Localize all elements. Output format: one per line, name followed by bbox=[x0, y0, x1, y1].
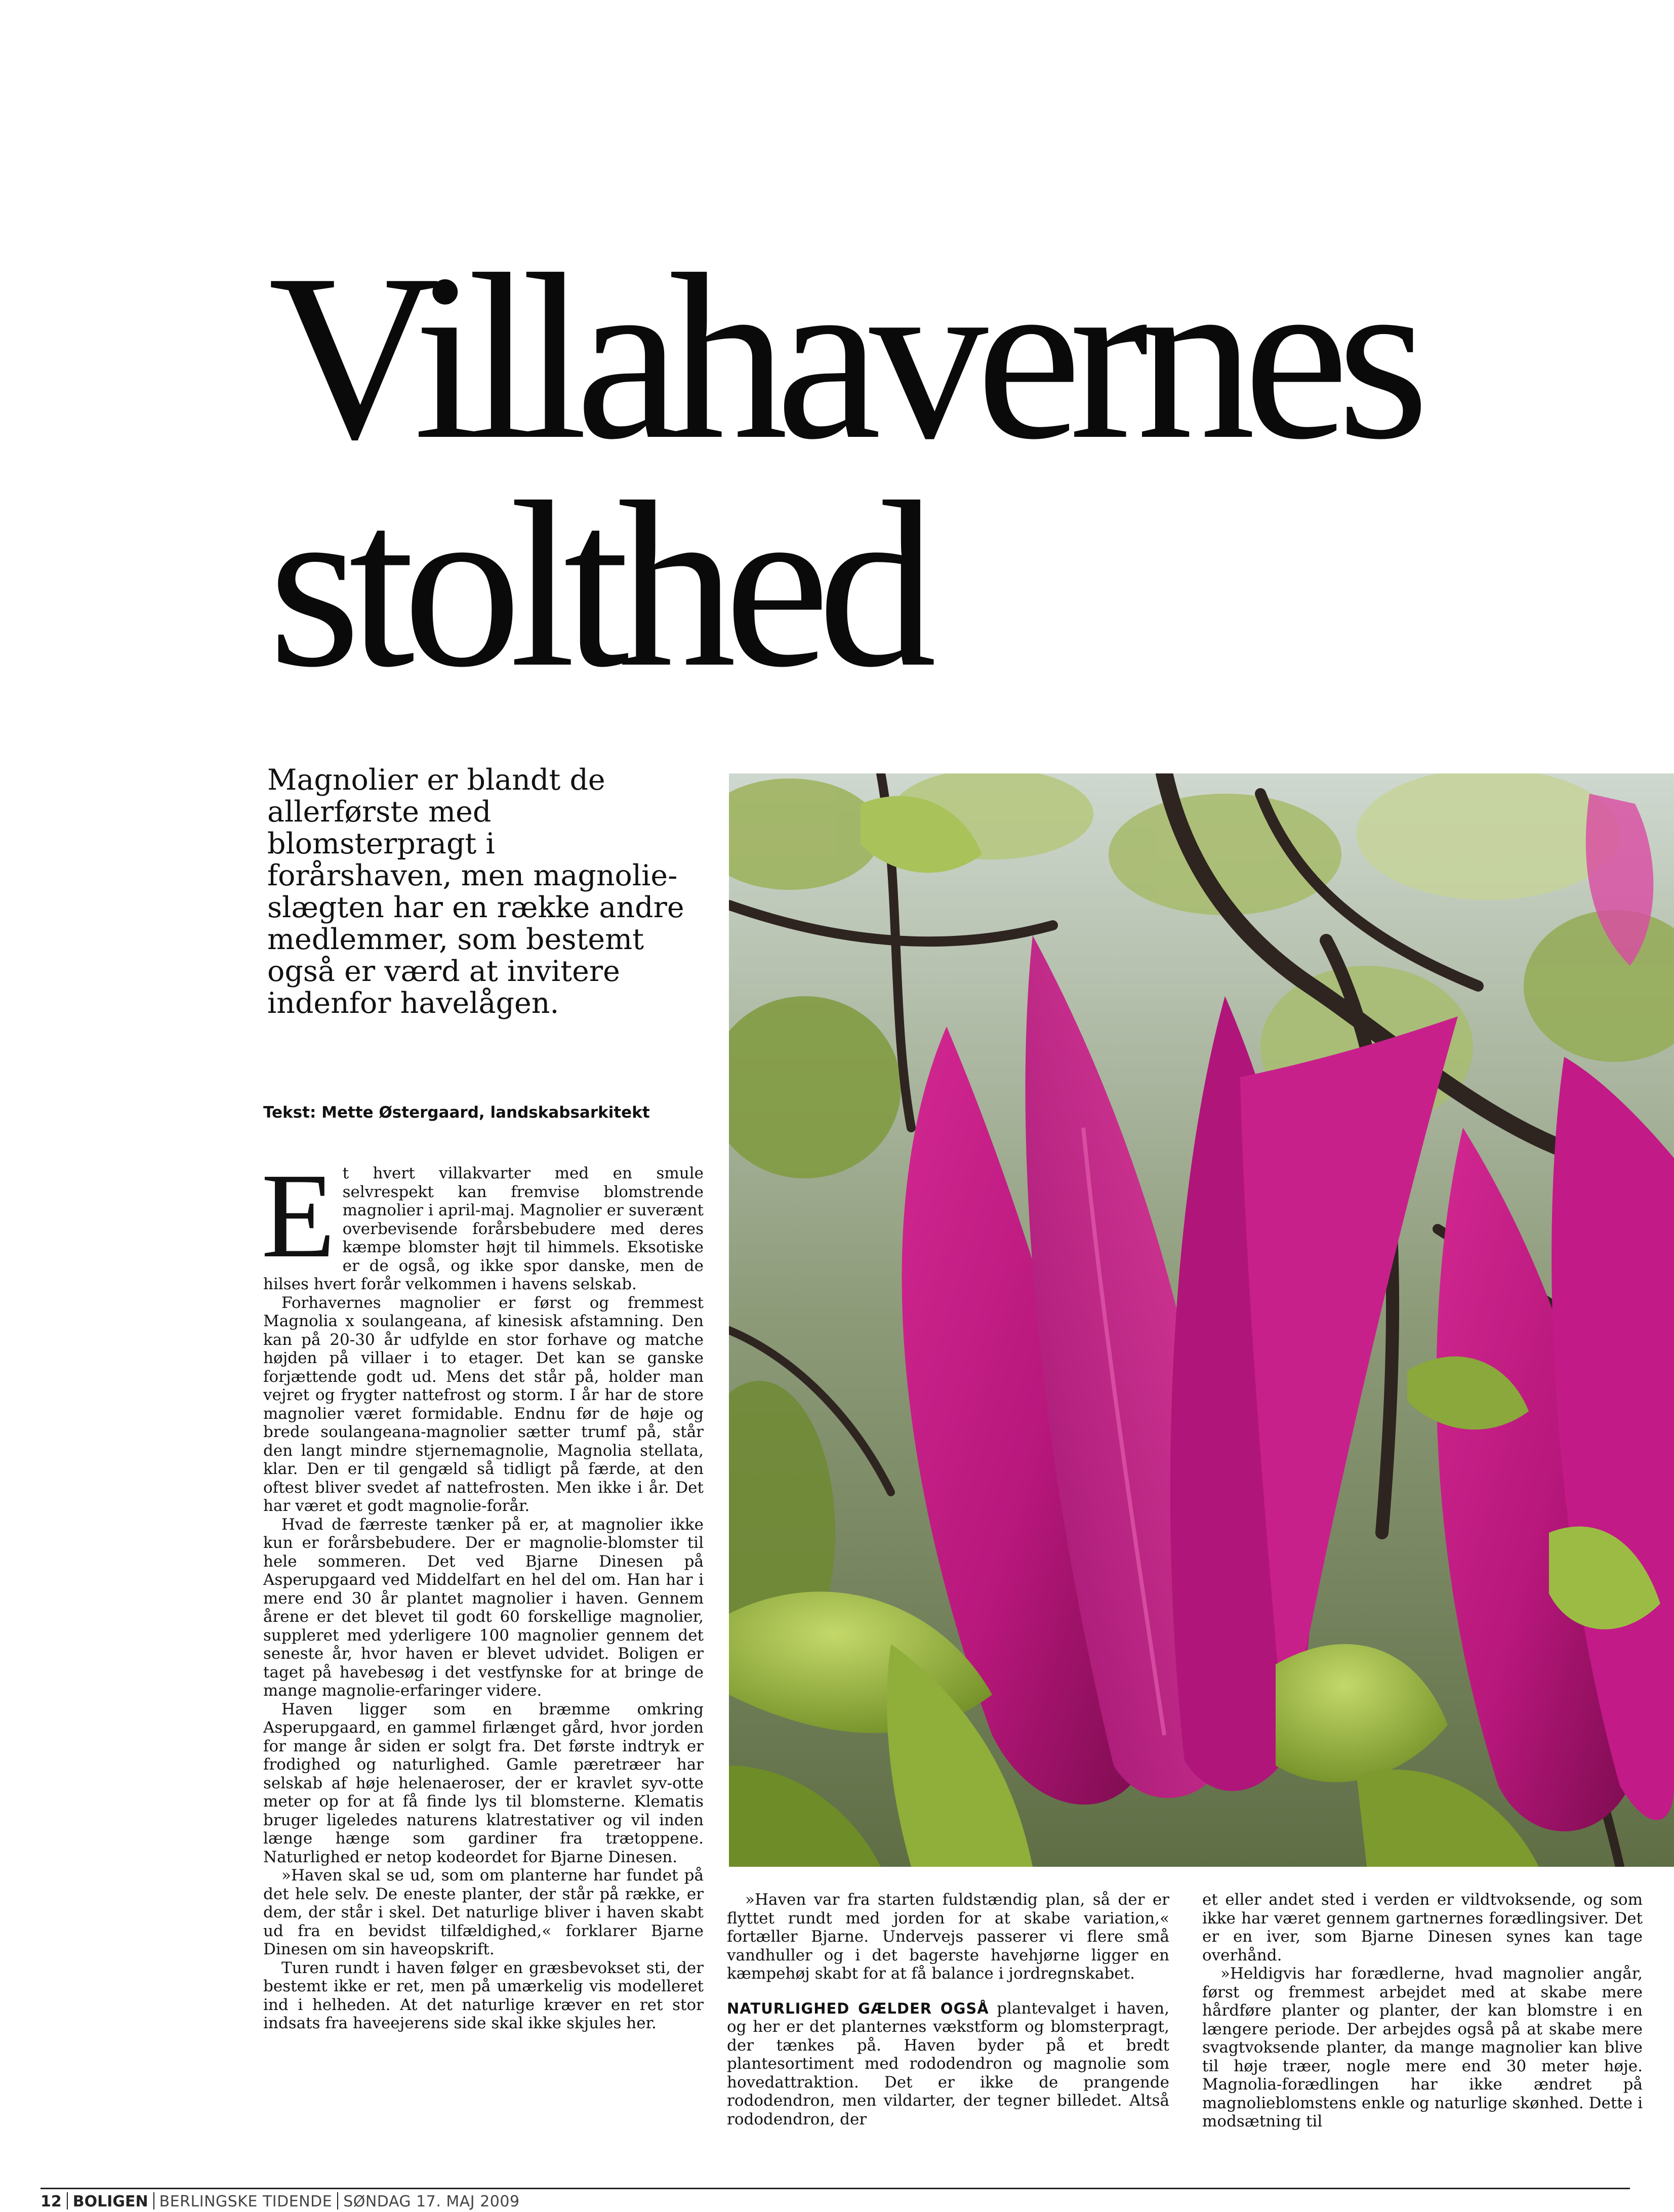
page-footer bbox=[40, 2192, 520, 2212]
article-paragraph-4: Haven ligger som en bræmme omkring Asperupgaard, en gammel firlænget gård, hvor jorden for mange år siden er solgt fra. Det første indtryk er frodighed og naturlighed. Gamle pæretræer har selskab af høje helenaeroser, der er kravlet syv-otte meter op for at få finde lys til blomsterne. Klematis bruger ligeledes naturens klatrestativer og vil inden længe hænge som gardiner fra trætoppene. Naturlighed er netop kodeordet for Bjarne Dinesen. bbox=[263, 1700, 704, 1866]
headline bbox=[268, 225, 1610, 716]
article-column-2 bbox=[727, 1891, 1169, 2128]
article-column-3 bbox=[1202, 1891, 1643, 2131]
article-column-1 bbox=[261, 1148, 704, 2033]
issue-date: SØNDAG 17. MAJ 2009 bbox=[343, 2193, 520, 2210]
article-paragraph-3: Hvad de færreste tænker på er, at magnolier ikke kun er forårsbebudere. Der er magnolie-blomster til hele sommeren. Det ved Bjarne Dinesen på Asperupgaard ved Middelfart en hel del om. Han har i mere end 30 år plantet magnolier i haven. Gennem årene er det blevet til godt 60 forskellige magnolier, suppleret med yderligere 100 magnolier gennem det seneste år, hvor haven er blevet udvidet. Boligen er taget på havebesøg i det vestfynske for at bringe de mange magnolie-erfaringer videre. bbox=[263, 1515, 704, 1700]
article-paragraph-8-text: plantevalget i haven, og her er det planternes vækstform og blomsterpragt, der tænkes på. Haven byder på et bredt plantesortiment med rododendron og magnolie som hovedattraktion. Det er ikke de prangende rododendron, men vildarter, der tegner billedet. Altså rododendron, der bbox=[727, 1999, 1169, 2128]
magnolia-photo-illustration bbox=[729, 773, 1674, 1867]
article-paragraph-10: »Heldigvis har forædlerne, hvad magnolier angår, først og fremmest arbejdet med at skabe mere hårdføre planter og planter, der kan blomstre i en længere periode. Der arbejdes også på at skabe mere svagtvoksende planter, da mange magnolier kan blive til høje træer, nogle mere end 30 meter høje. Magnolia-forædlingen har ikke ændret på magnolieblomstens enkle og naturlige skønhed. Dette i modsætning til bbox=[1202, 1964, 1643, 2131]
section-name: BOLIGEN bbox=[72, 2193, 148, 2210]
page-number: 12 bbox=[40, 2193, 62, 2210]
lead-paragraph: Magnolier er blandt de allerførste med blomsterpragt i forårshaven, men magnolie-slægten har en række andre medlemmer, som bestemt også er værd at invitere indenfor havelågen. bbox=[267, 763, 684, 1020]
dropcap: E bbox=[261, 1148, 336, 1283]
article-paragraph-1-text: t hvert villakvarter med en smule selvrespekt kan fremvise blomstrende magnolier i april-maj. Magnolier er suverænt overbevisende forårsbebudere med deres kæmpe blomster højt til himmels. Eksotiske er de også, og ikke spor danske, men de hilses hvert forår velkommen i havens selskab. bbox=[263, 1164, 704, 1293]
article-paragraph-1 bbox=[261, 1148, 704, 1294]
article-paragraph-2: Forhavernes magnolier er først og fremmest Magnolia x soulangeana, af kinesisk afstamning. Den kan på 20-30 år udfylde en stor forhave og matche højden på villaer i to etager. Det kan se ganske forjættende godt ud. Mens det står på, holder man vejret og frygter nattefrost og storm. I år har de store magnolier været formidable. Endnu før de høje og brede soulangeana-magnolier sætter trumf på, står den langt mindre stjernemagnolie, Magnolia stellata, klar. Den er til gengæld så tidligt på færde, at den oftest bliver svedet af nattefrosten. Men ikke i år. Det har været et godt magnolie-forår. bbox=[263, 1293, 704, 1515]
subheading: NATURLIGHED GÆLDER OGSÅ bbox=[727, 1999, 989, 2017]
headline-line-1: Villahavernes bbox=[268, 225, 1417, 488]
article-paragraph-8 bbox=[727, 1999, 1169, 2129]
article-paragraph-9: et eller andet sted i verden er vildtvoksende, og som ikke har været gennem gartnernes forædlingsiver. Det er en iver, som Bjarne Dinesen synes kan tage overhånd. bbox=[1202, 1891, 1643, 1964]
article-paragraph-5: »Haven skal se ud, som om planterne har fundet på det hele selv. De eneste planter, der står på række, er dem, der står i skel. Det naturlige bliver i haven skabt ud fra en bevidst tilfældighed,« forklarer Bjarne Dinesen om sin haveopskrift. bbox=[263, 1866, 704, 1958]
byline: Tekst: Mette Østergaard, landskabsarkitekt bbox=[263, 1103, 650, 1122]
headline-line-2: stolthed bbox=[268, 453, 925, 716]
newspaper-name: BERLINGSKE TIDENDE bbox=[159, 2193, 333, 2210]
article-paragraph-6: Turen rundt i haven følger en græsbevokset sti, der bestemt ikke er ret, men på umærkelig vis modelleret ind i helheden. At det naturlige kræver en ret stor indsats fra haveejerens side skal ikke skjules her. bbox=[263, 1958, 704, 2032]
footer-rule bbox=[40, 2188, 1630, 2189]
magnolia-flower-photo bbox=[729, 773, 1674, 1867]
article-paragraph-7: »Haven var fra starten fuldstændig plan, så der er flyttet rundt med jorden for at skabe variation,« fortæller Bjarne. Undervejs passerer vi flere små vandhuller og i det bagerste havehjørne ligger en kæmpehøj skabt for at få balance i jordregnskabet. bbox=[727, 1891, 1169, 1983]
